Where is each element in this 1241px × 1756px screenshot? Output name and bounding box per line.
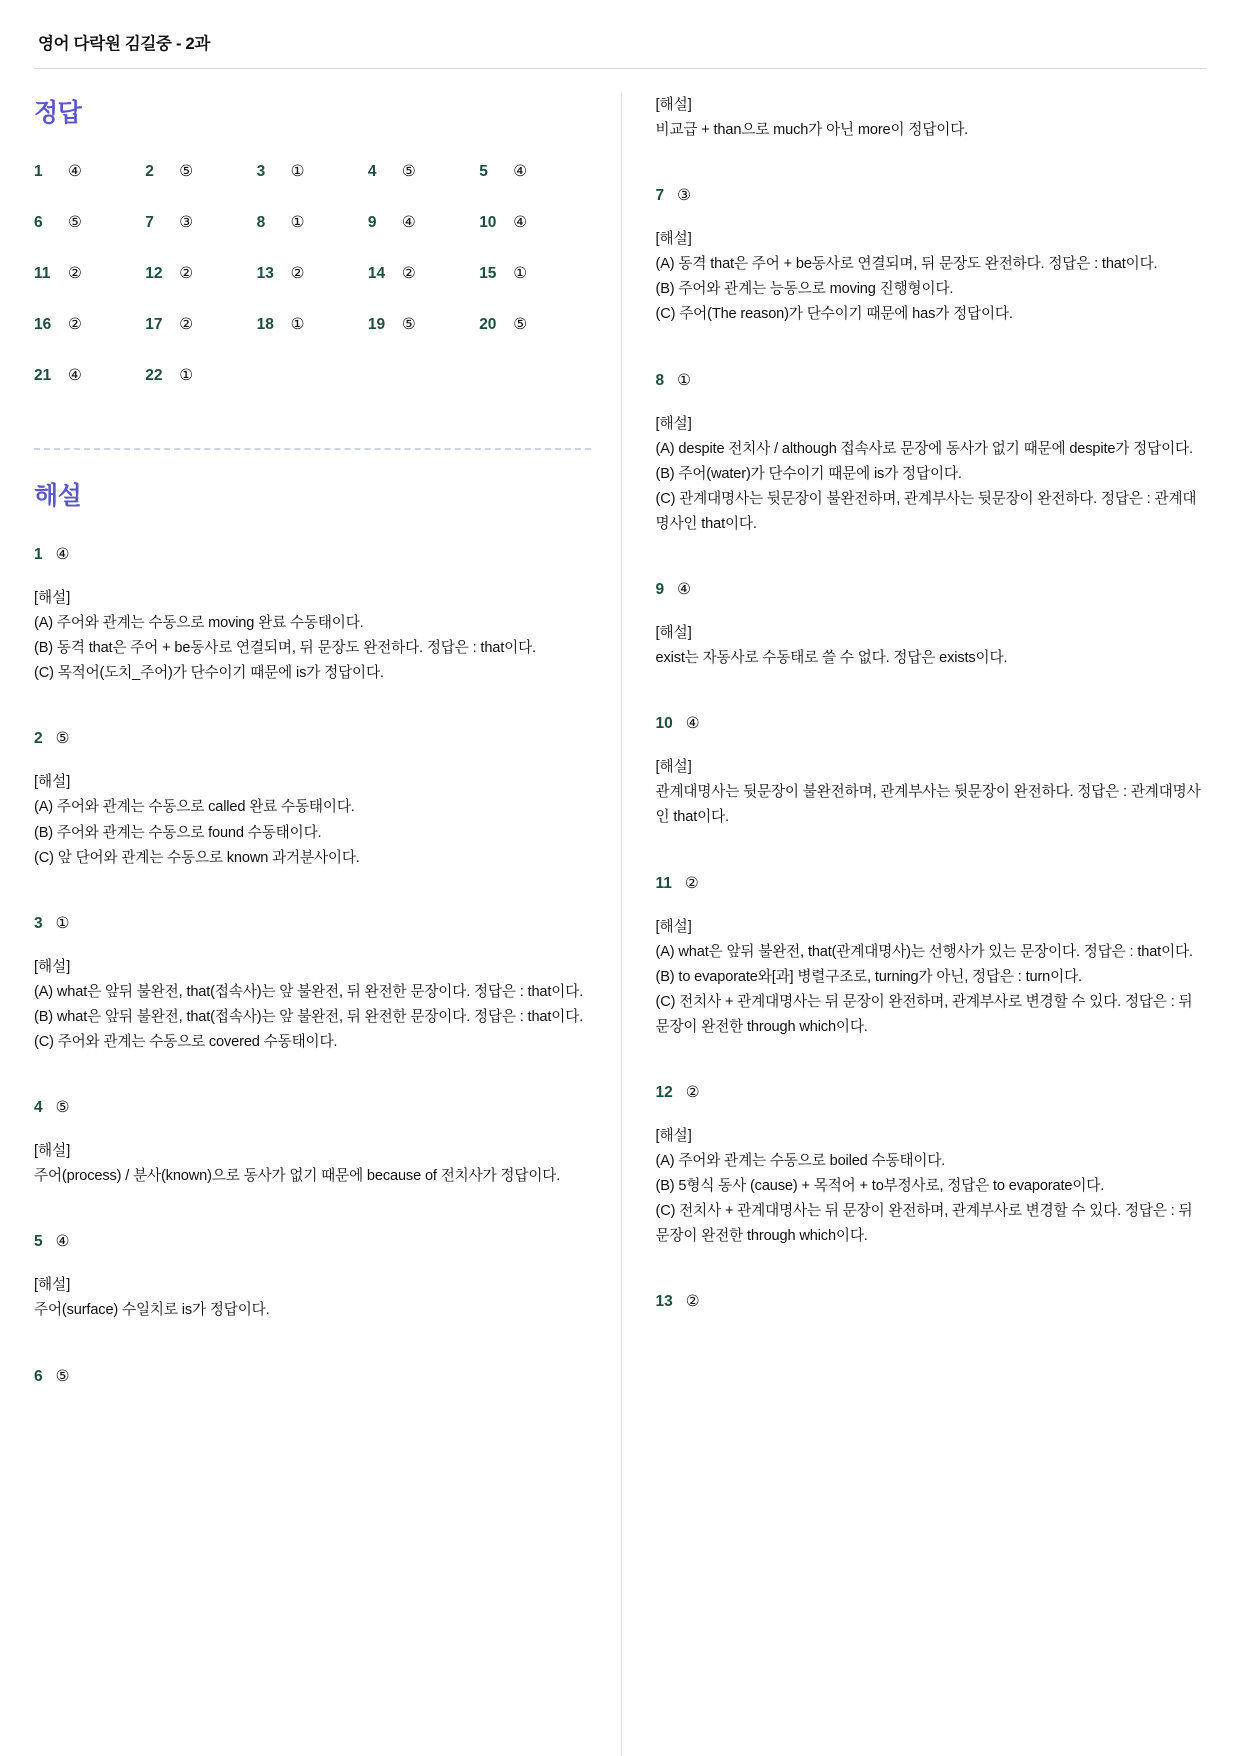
explanation-line: 주어(process) / 분사(known)으로 동사가 없기 때문에 because of 전치사가 정답이다. (34, 1168, 561, 1185)
answer-choice-value: ④ (513, 213, 528, 231)
answer-question-number: 17 (145, 316, 163, 333)
left-column (34, 93, 621, 1756)
answer-question-number: 10 (479, 214, 497, 231)
explanation-label: [해설] (655, 415, 692, 432)
explanations-section-title: 해설 (34, 482, 82, 510)
explanation-choice-value: ④ (55, 545, 70, 563)
explanation-label: [해설] (655, 759, 692, 776)
answer-question-number: 3 (256, 163, 266, 180)
explanation-line: (C) 앞 단어와 관계는 수동으로 known 과거분사이다. (34, 849, 360, 866)
answer-cell (368, 316, 479, 334)
explanation-label: [해설] (34, 590, 71, 606)
answer-question-number: 14 (367, 265, 386, 282)
explanation-line: exist는 자동사로 수동태로 쓸 수 없다. 정답은 exists이다. (655, 650, 1008, 667)
explanation-list-right (656, 93, 1208, 1311)
explanation-line: 주어(surface) 수일치로 is가 정답이다. (34, 1302, 270, 1319)
answer-row (34, 316, 591, 334)
explanation-question-number: 4 (34, 1099, 43, 1117)
answer-cell (34, 214, 145, 232)
explanation-choice-value: ① (55, 913, 70, 932)
answer-choice-value: ② (290, 264, 305, 282)
explanation-header (34, 915, 591, 933)
explanation-line: (C) 주어와 관계는 수동으로 covered 수동태이다. (34, 1034, 338, 1051)
answer-cell (257, 265, 368, 283)
answer-row (34, 367, 591, 385)
explanation-label: [해설] (655, 918, 692, 935)
explanation-line: (C) 주어(The reason)가 단수이기 때문에 has가 정답이다. (655, 306, 1013, 323)
document-title: 영어 다락원 김길중 - 2과 (38, 35, 210, 53)
answer-choice-value: ④ (68, 366, 82, 384)
explanation-line: 관계대명사는 뒷문장이 불완전하며, 관계부사는 뒷문장이 완전하다. 정답은 : 관계대명사인 that이다. (655, 784, 1201, 826)
explanation-line: (A) 주어와 관계는 수동으로 moving 완료 수동태이다. (34, 615, 364, 632)
explanation-body (34, 611, 591, 686)
answer-choice-value: ② (68, 264, 82, 282)
explanation-entry (34, 1368, 591, 1386)
right-column (621, 93, 1208, 1756)
explanation-line: (C) 전치사 + 관계대명사는 뒤 문장이 완전하며, 관계부사로 변경할 수 있다. 정답은 : 뒤 문장이 완전한 through which이다. (655, 1203, 1193, 1245)
answer-choice-value: ① (290, 213, 305, 231)
explanation-question-number: 2 (34, 730, 43, 748)
explanation-line: (A) 동격 that은 주어 + be동사로 연결되며, 뒤 문장도 완전하다. 정답은 : that이다. (655, 256, 1158, 273)
explanation-question-number: 1 (34, 546, 43, 563)
explanation-choice-value: ① (677, 370, 692, 389)
answer-row (34, 265, 591, 283)
explanation-line: (B) 5형식 동사 (cause) + 목적어 + to부정사로, 정답은 to evaporate이다. (655, 1178, 1105, 1195)
explanation-line: (A) what은 앞뒤 불완전, that(관계대명사)는 선행사가 있는 문장이다. 정답은 : that이다. (655, 943, 1193, 960)
answer-choice-value: ① (179, 366, 194, 384)
answer-question-number: 1 (34, 163, 43, 180)
answer-question-number: 20 (479, 316, 497, 333)
explanation-line: (C) 목적어(도치_주어)가 단수이기 때문에 is가 정답이다. (34, 665, 384, 682)
explanation-entry (656, 372, 1208, 537)
two-column-body (34, 93, 1207, 1756)
answer-cell (34, 163, 145, 181)
explanation-question-number: 7 (655, 187, 665, 205)
answer-question-number: 13 (256, 265, 274, 282)
answer-cell (145, 316, 256, 334)
answer-choice-value: ② (401, 264, 416, 282)
answer-question-number: 7 (145, 214, 154, 231)
explanation-entry (656, 875, 1208, 1040)
explanation-header (656, 715, 1208, 733)
explanation-entry (34, 1099, 591, 1189)
explanation-entry (656, 93, 1208, 143)
answer-key-grid (34, 163, 591, 418)
explanation-entry (656, 1293, 1208, 1311)
answer-choice-value: ② (179, 264, 194, 282)
answer-question-number: 9 (367, 214, 377, 231)
explanation-label: [해설] (34, 774, 71, 791)
answer-question-number: 4 (367, 163, 377, 180)
explanation-line: (B) to evaporate와[과] 병렬구조로, turning가 아닌, 정답은 : turn이다. (655, 968, 1082, 985)
explanation-line: (B) 주어와 관계는 능동으로 moving 진행형이다. (655, 281, 954, 298)
explanation-header (656, 875, 1208, 893)
explanation-line: (C) 전치사 + 관계대명사는 뒤 문장이 완전하며, 관계부사로 변경할 수 있다. 정답은 : 뒤 문장이 완전한 through which이다. (655, 993, 1193, 1035)
explanation-body (34, 1298, 591, 1323)
answer-question-number: 22 (145, 367, 163, 384)
explanation-choice-value: ⑤ (55, 1366, 70, 1385)
answer-question-number: 18 (256, 316, 274, 333)
explanation-header (34, 1233, 591, 1251)
answer-cell (257, 163, 368, 181)
explanation-question-number: 13 (655, 1293, 673, 1311)
answer-choice-value: ④ (68, 162, 82, 180)
explanation-label: [해설] (655, 231, 692, 248)
answer-cell (368, 214, 479, 232)
explanation-entry (34, 915, 591, 1055)
explanation-choice-value: ⑤ (55, 729, 70, 748)
answer-cell-empty (368, 367, 479, 385)
answer-cell (479, 214, 590, 232)
explanation-question-number: 3 (34, 914, 43, 932)
explanation-line: (B) 동격 that은 주어 + be동사로 연결되며, 뒤 문장도 완전하다. 정답은 : that이다. (34, 640, 536, 657)
explanation-choice-value: ④ (677, 580, 692, 599)
answer-cell (145, 367, 256, 385)
answer-cell (368, 163, 479, 181)
explanation-line: (B) what은 앞뒤 불완전, that(접속사)는 앞 불완전, 뒤 완전한 문장이다. 정답은 : that이다. (34, 1008, 584, 1025)
answer-cell (34, 265, 145, 283)
answer-choice-value: ⑤ (513, 315, 528, 333)
explanation-choice-value: ② (685, 1292, 700, 1311)
answer-question-number: 15 (479, 265, 497, 282)
answer-choice-value: ④ (513, 162, 528, 180)
answer-cell (479, 316, 590, 334)
explanation-label: [해설] (34, 1277, 71, 1294)
answer-cell-empty (257, 367, 368, 385)
explanation-choice-value: ④ (55, 1232, 70, 1251)
explanation-choice-value: ③ (677, 186, 692, 205)
explanation-label: [해설] (655, 1127, 692, 1144)
explanation-header (656, 372, 1208, 390)
answer-cell (257, 214, 368, 232)
answer-choice-value: ② (68, 315, 82, 333)
answer-choice-value: ① (513, 264, 528, 282)
answer-question-number: 21 (34, 367, 52, 384)
explanation-question-number: 5 (34, 1233, 43, 1251)
explanation-question-number: 6 (34, 1367, 43, 1385)
explanation-entry (34, 730, 591, 870)
answer-question-number: 5 (479, 163, 488, 180)
answer-cell (145, 214, 256, 232)
explanation-label: [해설] (34, 958, 71, 975)
answer-cell (34, 316, 145, 334)
answer-row (34, 214, 591, 232)
explanation-question-number: 10 (655, 715, 673, 733)
answer-cell (145, 265, 256, 283)
answer-question-number: 16 (34, 316, 52, 333)
answer-choice-value: ⑤ (401, 315, 416, 333)
explanation-line: 비교급 + than으로 much가 아닌 more이 정답이다. (655, 122, 969, 139)
explanation-choice-value: ② (685, 1082, 700, 1101)
explanation-body (656, 780, 1208, 830)
explanation-question-number: 12 (655, 1083, 673, 1101)
answer-cell (479, 265, 590, 283)
explanation-body (656, 437, 1208, 537)
header-divider (34, 68, 1207, 69)
explanation-question-number: 9 (655, 581, 665, 599)
explanation-line: (A) what은 앞뒤 불완전, that(접속사)는 앞 불완전, 뒤 완전한 문장이다. 정답은 : that이다. (34, 983, 584, 1000)
explanation-line: (A) despite 전치사 / although 접속사로 문장에 동사가 없기 때문에 despite가 정답이다. (655, 440, 1193, 457)
explanation-header (34, 546, 591, 564)
explanation-body (656, 1149, 1208, 1249)
explanation-list-left (34, 546, 591, 1386)
explanation-body (656, 940, 1208, 1040)
explanation-choice-value: ④ (685, 714, 700, 733)
explanation-choice-value: ⑤ (55, 1098, 70, 1117)
explanation-body (34, 980, 591, 1055)
answer-question-number: 8 (256, 214, 266, 231)
answer-question-number: 2 (145, 163, 154, 180)
explanation-body (656, 118, 1208, 143)
explanation-header (656, 581, 1208, 599)
explanation-entry (656, 1084, 1208, 1249)
explanation-body (656, 646, 1208, 671)
explanation-header (656, 1084, 1208, 1102)
answer-question-number: 19 (367, 316, 386, 333)
explanation-label: [해설] (655, 97, 692, 113)
answer-cell (368, 265, 479, 283)
explanation-line: (B) 주어(water)가 단수이기 때문에 is가 정답이다. (655, 465, 962, 482)
explanation-body (34, 1164, 591, 1189)
explanation-entry (656, 581, 1208, 671)
explanation-entry (34, 546, 591, 686)
explanation-entry (34, 1233, 591, 1323)
answer-choice-value: ⑤ (401, 162, 416, 180)
explanation-header (656, 187, 1208, 205)
explanation-header (656, 1293, 1208, 1311)
answer-cell (257, 316, 368, 334)
answer-choice-value: ⑤ (179, 162, 194, 180)
answer-question-number: 11 (34, 265, 51, 282)
answer-row (34, 163, 591, 181)
answer-cell-empty (479, 367, 590, 385)
answer-choice-value: ④ (401, 213, 416, 231)
explanation-body (34, 795, 591, 870)
answer-choice-value: ① (290, 162, 305, 180)
answer-question-number: 6 (34, 214, 43, 231)
answer-cell (34, 367, 145, 385)
explanation-question-number: 11 (655, 874, 672, 892)
answer-choice-value: ② (179, 315, 194, 333)
explanation-body (656, 252, 1208, 327)
explanation-header (34, 1099, 591, 1117)
answer-cell (479, 163, 590, 181)
explanation-label: [해설] (34, 1143, 71, 1160)
explanation-entry (656, 715, 1208, 830)
explanation-entry (656, 187, 1208, 327)
answer-question-number: 12 (145, 265, 163, 282)
explanation-label: [해설] (655, 625, 692, 642)
explanation-choice-value: ② (684, 873, 699, 892)
answer-choice-value: ① (290, 315, 305, 333)
explanation-line: (A) 주어와 관계는 수동으로 called 완료 수동태이다. (34, 799, 355, 816)
answer-choice-value: ③ (179, 213, 194, 231)
explanation-question-number: 8 (655, 371, 665, 389)
explanation-header (34, 730, 591, 748)
explanation-header (34, 1368, 591, 1386)
section-divider (34, 448, 591, 450)
explanation-line: (B) 주어와 관계는 수동으로 found 수동태이다. (34, 824, 322, 841)
explanation-line: (C) 관계대명사는 뒷문장이 불완전하며, 관계부사는 뒷문장이 완전하다. 정답은 : 관계대명사인 that이다. (655, 490, 1197, 532)
explanation-line: (A) 주어와 관계는 수동으로 boiled 수동태이다. (655, 1153, 946, 1170)
answer-choice-value: ⑤ (68, 213, 82, 231)
answers-section-title: 정답 (34, 99, 82, 127)
answer-cell (145, 163, 256, 181)
